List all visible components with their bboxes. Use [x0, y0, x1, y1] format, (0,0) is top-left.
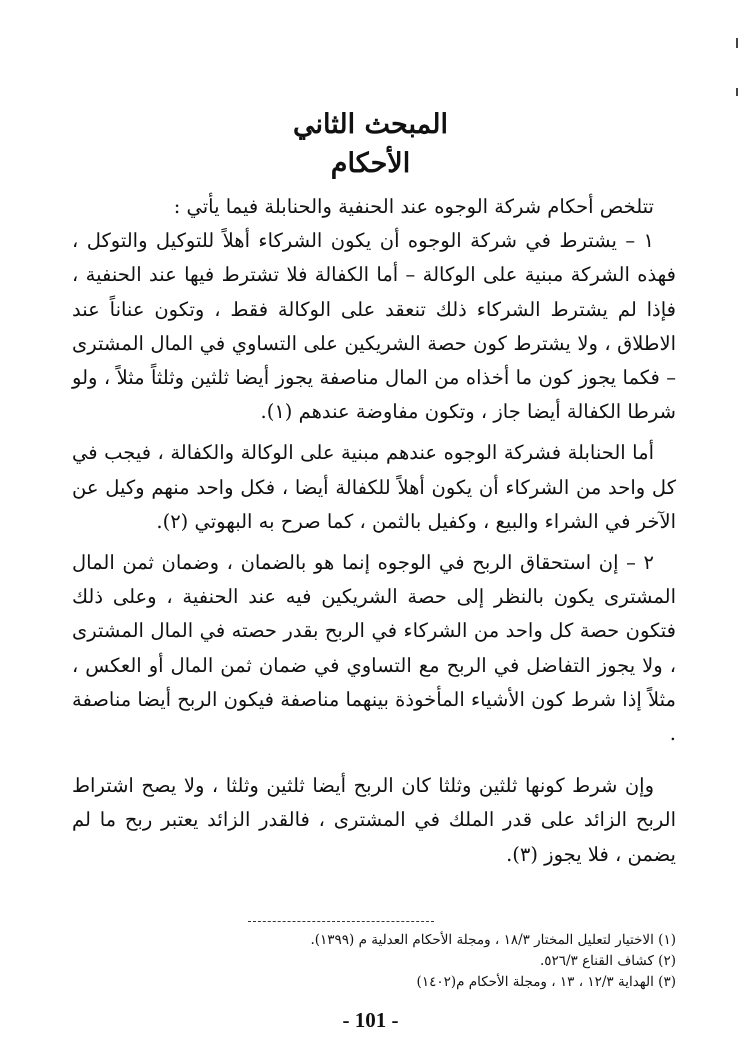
paragraph-condition-1: ١ – يشترط في شركة الوجوه أن يكون الشركاء أهلاً للتوكيل والتوكل ، فهذه الشركة مبنية على الوكالة – أما الكفالة فلا تشترط فيها عند الحنفية ، فإذا لم يشترط الشركاء ذلك تنعقد على الوكالة فقط ، وتكون عناناً عند الاطلاق ، ولا يشترط كون حصة الشريكين على التساوي في المال المشترى – فكما يجوز كون ما أخذاه من المال مناصفة يجوز أيضا ثلثين وثلثاً مثلاً ، ولو شرطا الكفالة أيضا جاز ، وتكون مفاوضة عندهم (١).	[72, 229, 676, 424]
footnote: (٣) الهداية ١٢/٣ ، ١٣ ، ومجلة الأحكام م(١٤٠٢)	[416, 974, 676, 990]
footnotes	[72, 930, 676, 993]
paragraph-hanbali: أما الحنابلة فشركة الوجوه عندهم مبنية على الوكالة والكفالة ، فيجب في كل واحد من الشركاء أن يكون أهلاً للكفالة أيضا ، فكل واحد منهم وكيل عن الآخر في الشراء والبيع ، وكفيل بالثمن ، كما صرح به البهوتي (٢).	[72, 441, 676, 533]
page-title: الأحكام	[330, 148, 411, 179]
page-number: - 101 -	[342, 1008, 399, 1032]
paragraph-condition-2: ٢ – إن استحقاق الربح في الوجوه إنما هو بالضمان ، وضمان ثمن المال المشترى يكون بالنظر إلى حصة الشريكين فيه عند الحنفية ، وعلى ذلك فتكون حصة كل واحد من الشركاء في الربح بقدر حصته في المال المشترى ، ولا يجوز التفاضل في الربح مع التساوي في ضمان ثمن المال أو العكس ، مثلاً إذا شرط كون الأشياء المأخوذة بينهما مناصفة فيكون الربح أيضا مناصفة .	[72, 551, 676, 746]
body-text	[72, 190, 676, 872]
section-heading: المبحث الثاني	[293, 109, 448, 140]
footnote: (١) الاختيار لتعليل المختار ١٨/٣ ، ومجلة الأحكام العدلية م (١٣٩٩).	[310, 932, 676, 948]
paragraph-profit: وإن شرط كونها ثلثين وثلثا كان الربح أيضا ثلثين وثلثا ، ولا يصح اشتراط الربح الزائد على قدر الملك في المشترى ، فالقدر الزائد يعتبر ربح ما لم يضمن ، فلا يجوز (٣).	[72, 774, 676, 866]
intro-paragraph: تتلخص أحكام شركة الوجوه عند الحنفية والحنابلة فيما يأتي :	[173, 195, 654, 218]
scan-edge-mark	[736, 38, 738, 48]
scan-edge-mark	[736, 88, 738, 96]
footnote: (٢) كشاف القناع ٥٢٦/٣.	[539, 953, 676, 969]
footnote-separator	[248, 921, 434, 922]
